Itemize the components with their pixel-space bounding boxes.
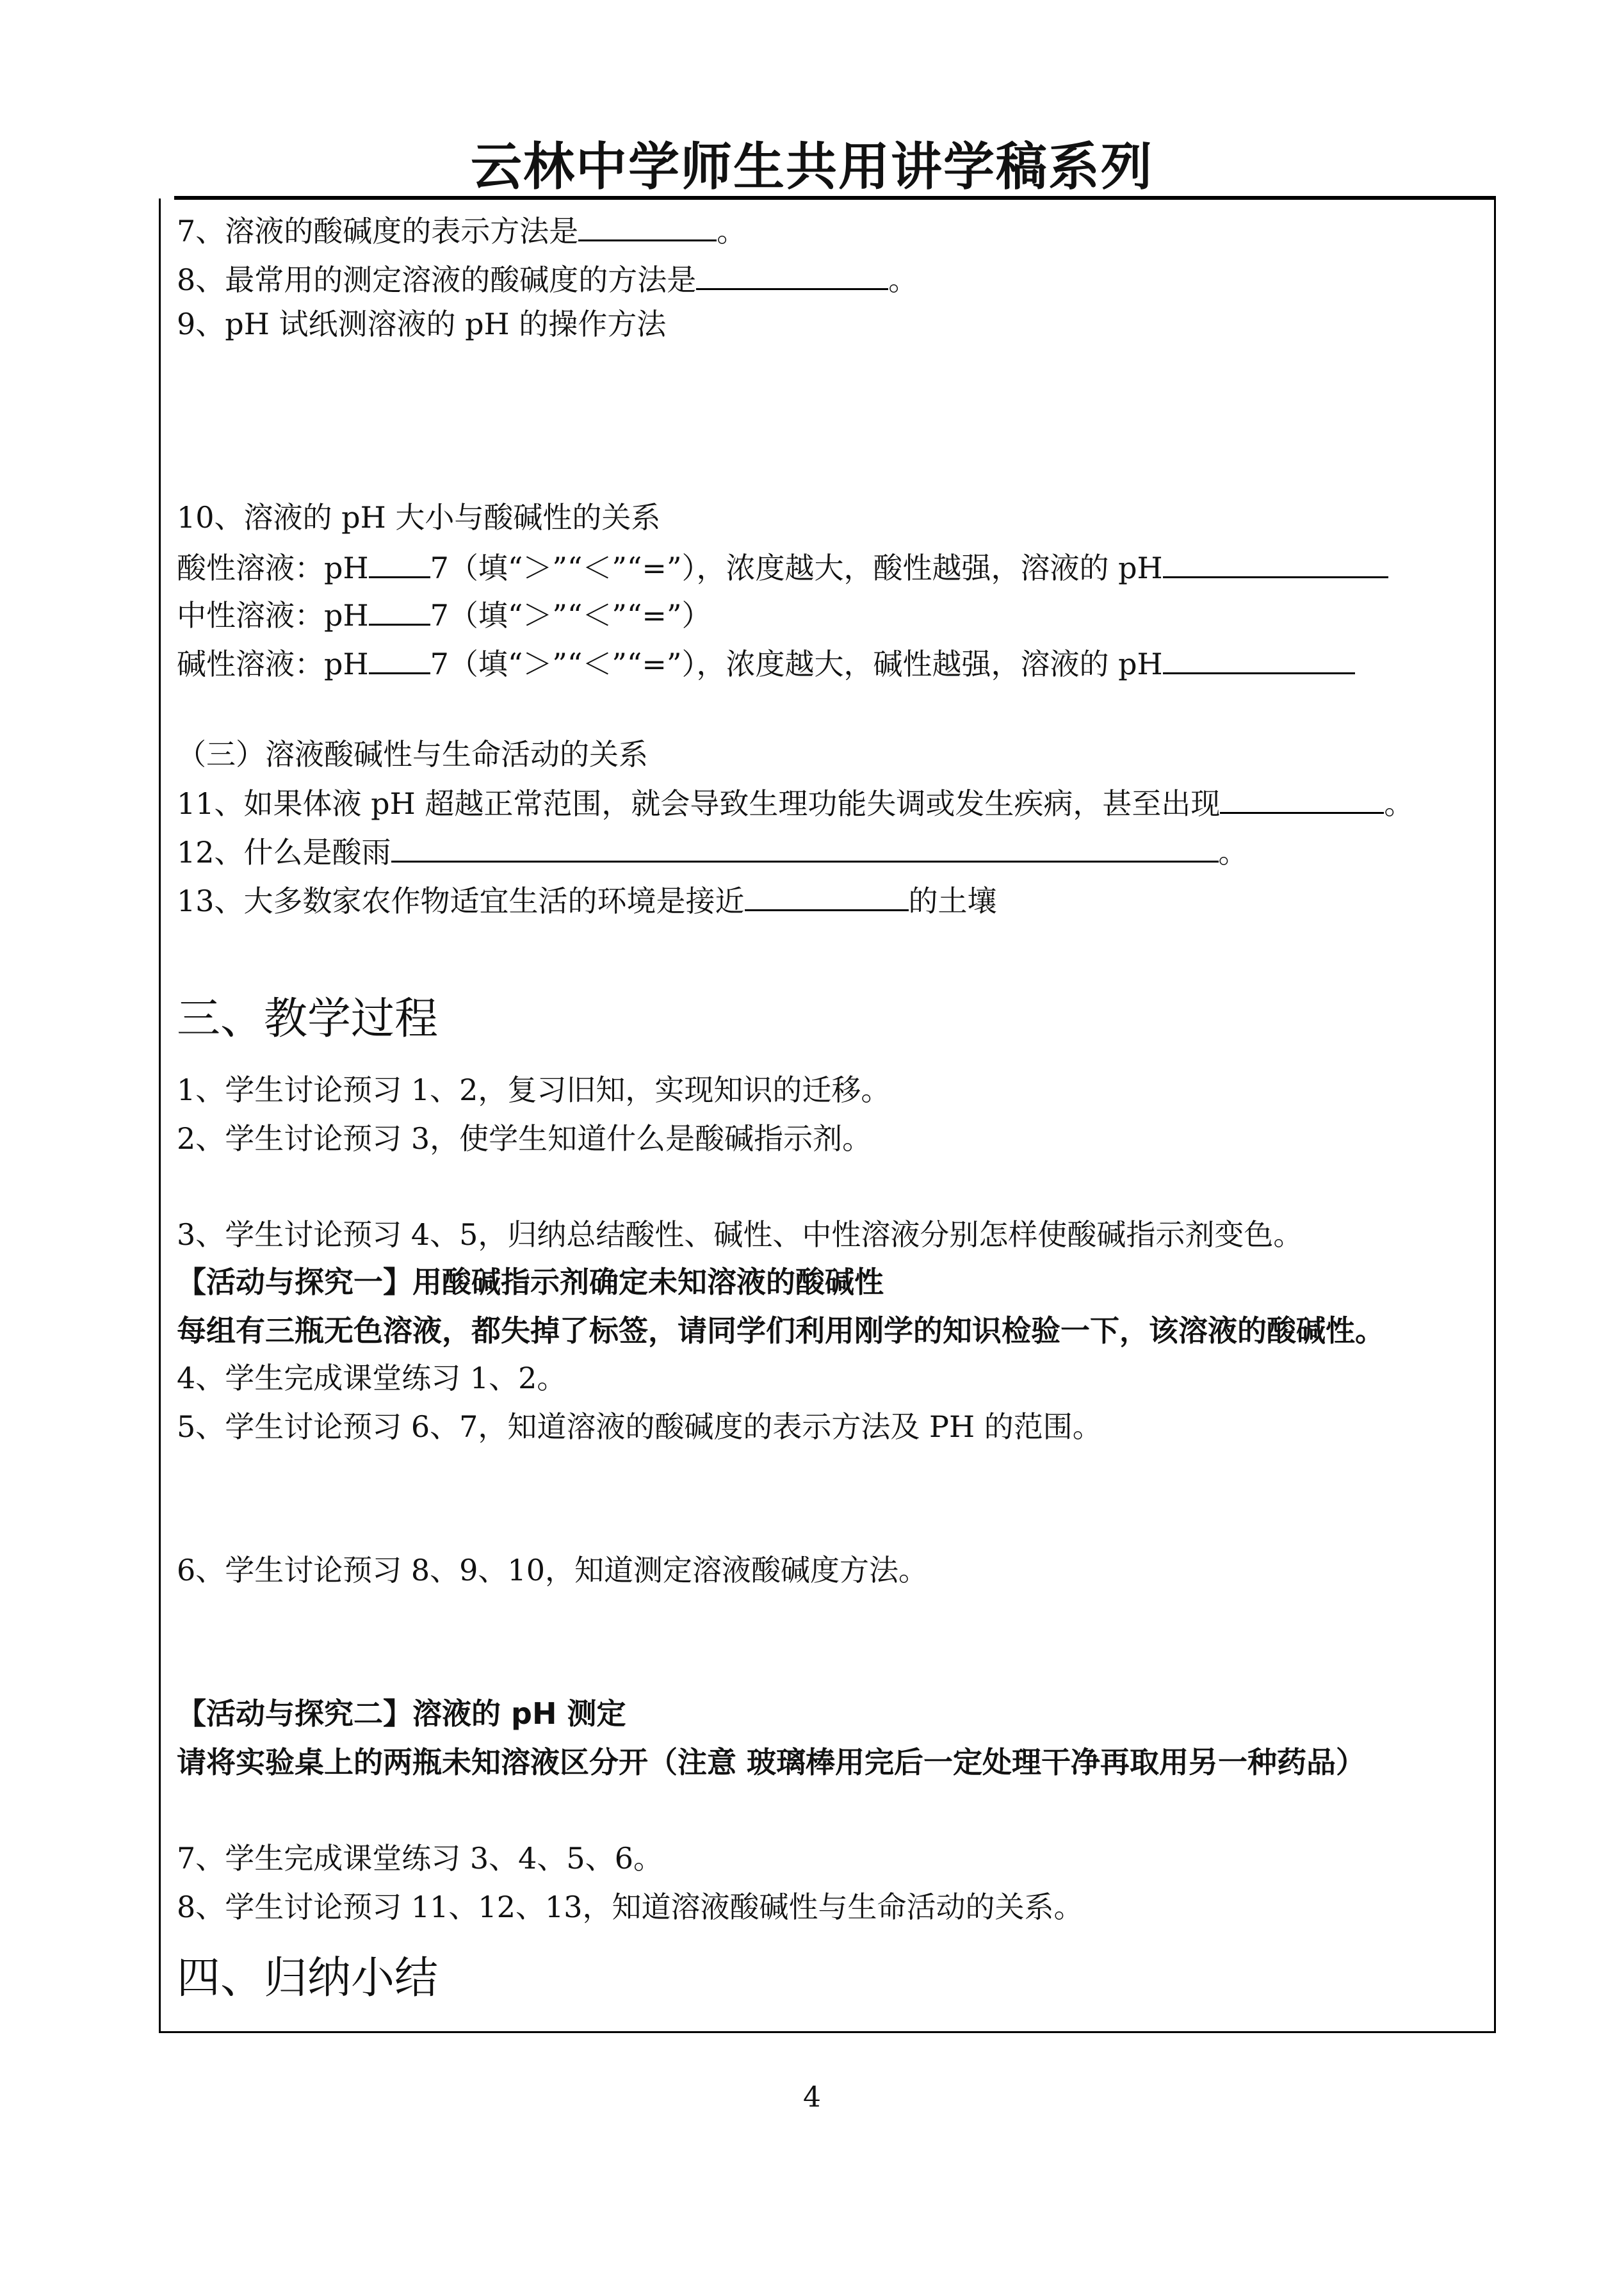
activity-1-description: 每组有三瓶无色溶液，都失掉了标签，请同学们利用刚学的知识检验一下，该溶液的酸碱性。 — [177, 1313, 1384, 1348]
answer-blank[interactable] — [1220, 783, 1384, 814]
answer-blank[interactable] — [1163, 547, 1388, 578]
step-8: 8、学生讨论预习 11、12、13，知道溶液酸碱性与生命活动的关系。 — [177, 1890, 1084, 1924]
answer-blank[interactable] — [369, 643, 430, 674]
step-2: 2、学生讨论预习 3，使学生知道什么是酸碱指示剂。 — [177, 1121, 872, 1156]
summary-heading: 四、归纳小结 — [177, 1953, 439, 2004]
neutral-solution-line: 中性溶液：pH 7（填“＞”“＜”“=”） — [177, 594, 711, 635]
question-9: 9、pH 试纸测溶液的 pH 的操作方法 — [177, 307, 667, 341]
answer-blank[interactable] — [578, 210, 717, 241]
answer-blank[interactable] — [369, 594, 430, 626]
answer-blank[interactable] — [745, 880, 909, 911]
question-12: 12、什么是酸雨 。 — [177, 831, 1248, 872]
step-4: 4、学生完成课堂练习 1、2。 — [177, 1361, 567, 1395]
teaching-process-heading: 三、教学过程 — [177, 994, 439, 1044]
document-header-title: 云林中学师生共用讲学稿系列 — [471, 137, 1153, 197]
question-13: 13、大多数家农作物适宜生活的环境是接近 的土壤 — [177, 880, 997, 920]
step-7: 7、学生完成课堂练习 3、4、5、6。 — [177, 1841, 663, 1876]
base-solution-line: 碱性溶液：pH 7（填“＞”“＜”“=”），浓度越大，碱性越强，溶液的 pH — [177, 643, 1355, 683]
answer-blank[interactable] — [1163, 643, 1355, 674]
answer-blank[interactable] — [369, 547, 430, 578]
answer-blank[interactable] — [391, 831, 1219, 863]
activity-2-title: 【活动与探究二】溶液的 pH 测定 — [177, 1696, 626, 1731]
step-5: 5、学生讨论预习 6、7，知道溶液的酸碱度的表示方法及 PH 的范围。 — [177, 1409, 1102, 1444]
activity-2-description: 请将实验桌上的两瓶未知溶液区分开（注意 玻璃棒用完后一定处理干净再取用另一种药品） — [177, 1745, 1366, 1780]
page-number: 4 — [803, 2081, 821, 2114]
section-3-title: （三）溶液酸碱性与生命活动的关系 — [177, 737, 648, 772]
question-8: 8、最常用的测定溶液的酸碱度的方法是 。 — [177, 259, 918, 299]
question-11: 11、如果体液 pH 超越正常范围，就会导致生理功能失调或发生疾病，甚至出现 。 — [177, 783, 1413, 823]
step-3: 3、学生讨论预习 4、5，归纳总结酸性、碱性、中性溶液分别怎样使酸碱指示剂变色。 — [177, 1217, 1303, 1252]
activity-1-title: 【活动与探究一】用酸碱指示剂确定未知溶液的酸碱性 — [177, 1265, 884, 1299]
answer-blank[interactable] — [696, 259, 888, 290]
acid-solution-line: 酸性溶液：pH 7（填“＞”“＜”“=”），浓度越大，酸性越强，溶液的 pH — [177, 547, 1388, 587]
step-6: 6、学生讨论预习 8、9、10，知道测定溶液酸碱度方法。 — [177, 1553, 928, 1587]
question-10: 10、溶液的 pH 大小与酸碱性的关系 — [177, 500, 661, 535]
step-1: 1、学生讨论预习 1、2，复习旧知，实现知识的迁移。 — [177, 1073, 891, 1107]
question-7: 7、溶液的酸碱度的表示方法是 。 — [177, 210, 746, 250]
